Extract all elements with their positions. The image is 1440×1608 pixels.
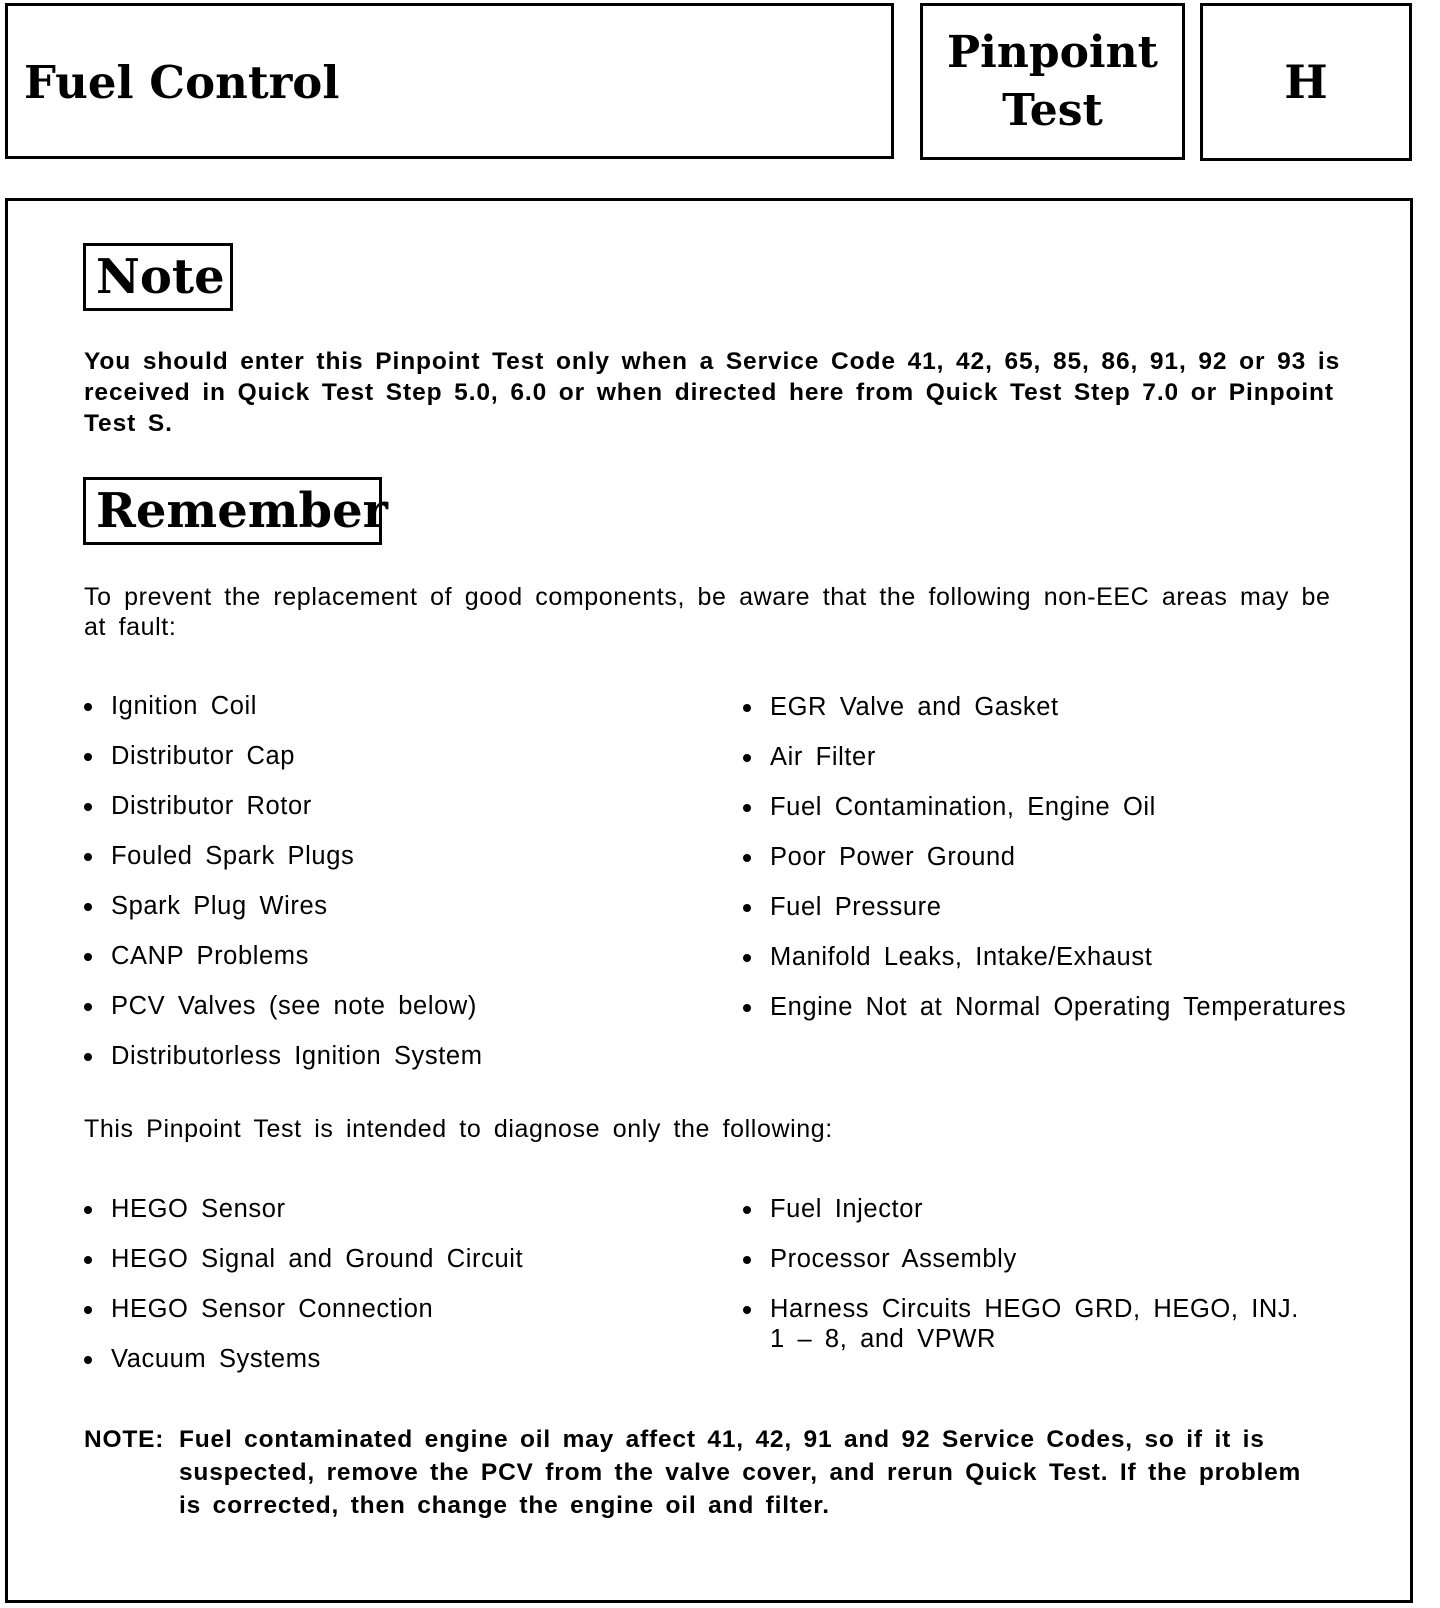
diagnose-list-right (743, 1194, 1303, 1374)
bullet-icon (743, 754, 751, 762)
list-item-text: Fuel Contamination, Engine Oil (770, 793, 1156, 821)
bullet-icon (84, 1206, 92, 1214)
list-item-text: Manifold Leaks, Intake/Exhaust (770, 943, 1153, 971)
document-title: Fuel Control (24, 56, 340, 109)
list-item (84, 1294, 523, 1344)
list-item (84, 691, 483, 741)
list-item (743, 1294, 1303, 1354)
main-content-box (5, 198, 1413, 1603)
list-item (743, 1194, 1303, 1224)
list-item (84, 891, 483, 941)
section-type-label (947, 24, 1158, 140)
list-item-text: Spark Plug Wires (111, 892, 328, 920)
section-type-line1: Pinpoint (947, 26, 1158, 78)
list-item-text: PCV Valves (see note below) (111, 992, 477, 1020)
note-text: You should enter this Pinpoint Test only when a Service Code 41, 42, 65, 85, 86, 91, 92 or 93 is received in Quick Test Step 5.0, 6.0 or when directed here from Quick Test Step 7.0 or Pinpoint Test S. (84, 348, 1341, 437)
section-letter: H (1284, 55, 1328, 109)
remember-intro: To prevent the replacement of good components, be aware that the following non-EEC areas may be at fault: (84, 583, 1331, 641)
list-item (743, 942, 1346, 992)
bullet-icon (743, 1004, 751, 1012)
list-item-text: CANP Problems (111, 942, 309, 970)
list-item (743, 692, 1346, 742)
list-item-text: Fuel Injector (770, 1195, 924, 1223)
fault-list-right (743, 692, 1346, 1042)
bullet-icon (84, 1306, 92, 1314)
bullet-icon (743, 954, 751, 962)
list-item (84, 1344, 523, 1394)
final-note-label: NOTE: (84, 1426, 165, 1453)
note-heading: Note (96, 249, 225, 305)
list-item-text: Harness Circuits HEGO GRD, HEGO, INJ. 1 – 8, and VPWR (770, 1295, 1299, 1353)
bullet-icon (84, 1053, 92, 1061)
list-item (84, 741, 483, 791)
list-item-text: Distributor Rotor (111, 792, 312, 820)
list-item-text: HEGO Signal and Ground Circuit (111, 1245, 524, 1273)
list-item (84, 1041, 483, 1091)
list-item-text: HEGO Sensor (111, 1195, 286, 1223)
list-item-text: Poor Power Ground (770, 843, 1016, 871)
remember-heading: Remember (96, 483, 388, 539)
bullet-icon (743, 1306, 751, 1314)
bullet-icon (84, 1356, 92, 1364)
list-item-text: Fuel Pressure (770, 893, 942, 921)
fault-list-left (84, 691, 483, 1091)
bullet-icon (84, 703, 92, 711)
section-letter-box (1200, 3, 1412, 161)
bullet-icon (84, 853, 92, 861)
list-item-text: EGR Valve and Gasket (770, 693, 1059, 721)
list-item (84, 1244, 523, 1294)
diagnose-list-left (84, 1194, 523, 1394)
bullet-icon (84, 903, 92, 911)
list-item (84, 941, 483, 991)
bullet-icon (84, 1003, 92, 1011)
list-item (84, 791, 483, 841)
bullet-icon (743, 904, 751, 912)
bullet-icon (743, 854, 751, 862)
list-item (743, 742, 1346, 792)
list-item-text: Distributor Cap (111, 742, 296, 770)
list-item-text: Processor Assembly (770, 1245, 1017, 1273)
list-item-text: Air Filter (770, 743, 876, 771)
list-item (743, 892, 1346, 942)
list-item-text: HEGO Sensor Connection (111, 1295, 434, 1323)
bullet-icon (84, 1256, 92, 1264)
bullet-icon (743, 1256, 751, 1264)
bullet-icon (84, 753, 92, 761)
diagnose-intro: This Pinpoint Test is intended to diagnose only the following: (84, 1115, 833, 1143)
bullet-icon (84, 953, 92, 961)
list-item (84, 991, 483, 1041)
list-item (84, 1194, 523, 1244)
list-item-text: Ignition Coil (111, 692, 258, 720)
final-note (84, 1423, 1324, 1522)
bullet-icon (743, 804, 751, 812)
section-type-line2: Test (1002, 84, 1103, 136)
section-type-box (920, 3, 1185, 160)
list-item-text: Vacuum Systems (111, 1345, 321, 1373)
list-item-text: Fouled Spark Plugs (111, 842, 355, 870)
remember-heading-box (83, 477, 388, 545)
list-item (743, 1244, 1303, 1274)
list-item (84, 841, 483, 891)
list-item (743, 992, 1346, 1042)
bullet-icon (743, 1206, 751, 1214)
bullet-icon (84, 803, 92, 811)
list-item-text: Engine Not at Normal Operating Temperatures (770, 993, 1347, 1021)
list-item (743, 842, 1346, 892)
document-title-box (5, 3, 894, 159)
bullet-icon (743, 704, 751, 712)
note-heading-box (83, 243, 233, 311)
final-note-text: Fuel contaminated engine oil may affect 41, 42, 91 and 92 Service Codes, so if it is suspected, remove the PCV from the valve cover, and rerun Quick Test. If the problem is corrected, then change the engine oil and filter. (179, 1426, 1302, 1519)
list-item (743, 792, 1346, 842)
list-item-text: Distributorless Ignition System (111, 1042, 483, 1070)
